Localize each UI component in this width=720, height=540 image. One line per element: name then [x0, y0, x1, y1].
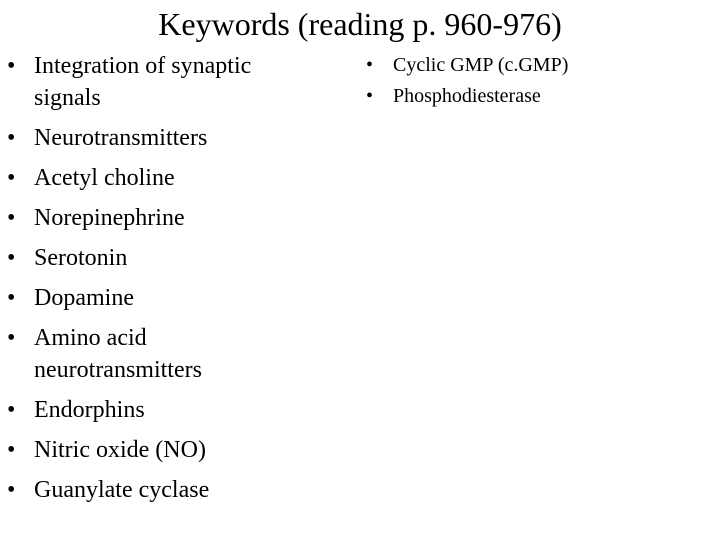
- bullet-icon: •: [366, 54, 374, 76]
- list-item-text: Cyclic GMP (c.GMP): [393, 54, 569, 76]
- list-item-text: Acetyl choline: [34, 165, 175, 191]
- list-item-text: Nitric oxide (NO): [34, 437, 206, 463]
- bullet-icon: •: [7, 397, 16, 423]
- bullet-icon: •: [7, 205, 16, 231]
- list-item-text: Neurotransmitters: [34, 125, 208, 151]
- list-item-text: Integration of synaptic signals: [34, 53, 252, 111]
- list-item: [7, 122, 307, 154]
- bullet-icon: •: [7, 245, 16, 271]
- bullet-icon: •: [7, 477, 16, 503]
- bullet-icon: •: [7, 53, 16, 79]
- list-item: [7, 394, 307, 426]
- keyword-list-right: [366, 50, 706, 112]
- bullet-icon: •: [7, 125, 16, 151]
- list-item: [7, 202, 307, 234]
- list-item: [7, 162, 307, 194]
- list-item-text: Guanylate cyclase: [34, 477, 210, 503]
- list-item: [366, 81, 706, 112]
- list-item: [7, 474, 307, 506]
- slide-title: Keywords (reading p. 960-976): [158, 6, 562, 42]
- list-item-text: Dopamine: [34, 285, 134, 311]
- bullet-icon: •: [7, 325, 16, 351]
- list-item: [7, 242, 307, 274]
- list-item: [366, 50, 706, 81]
- bullet-icon: •: [366, 85, 374, 107]
- keyword-list-left: [7, 50, 307, 514]
- list-item-text: Phosphodiesterase: [393, 85, 541, 107]
- list-item: [7, 50, 307, 114]
- list-item-text: Amino acid neurotransmitters: [34, 325, 202, 383]
- list-item: [7, 434, 307, 466]
- list-item-text: Serotonin: [34, 245, 128, 271]
- bullet-icon: •: [7, 437, 16, 463]
- bullet-icon: •: [7, 165, 16, 191]
- list-item-text: Endorphins: [34, 397, 145, 423]
- list-item-text: Norepinephrine: [34, 205, 185, 231]
- list-item: [7, 282, 307, 314]
- bullet-icon: •: [7, 285, 16, 311]
- list-item: [7, 322, 307, 386]
